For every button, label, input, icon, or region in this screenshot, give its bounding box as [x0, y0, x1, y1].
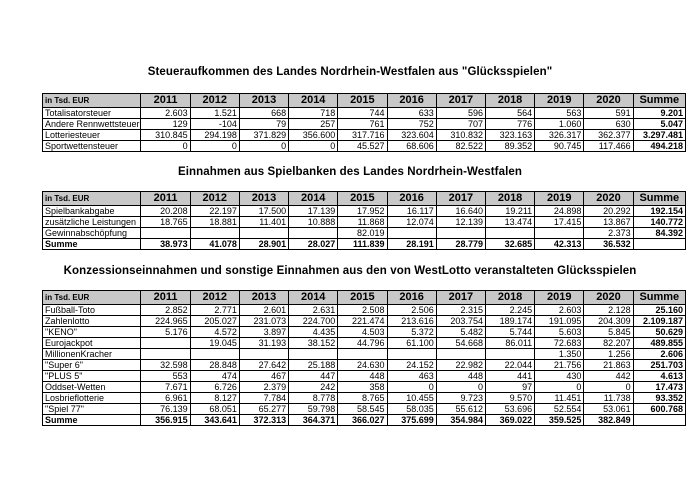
- value-cell: [141, 338, 190, 349]
- value-cell: 6.726: [190, 382, 239, 393]
- data-table: [42, 191, 686, 250]
- value-cell: 2.245: [485, 305, 534, 316]
- sum-cell: 93.352: [633, 393, 685, 404]
- value-cell: 0: [239, 141, 288, 152]
- value-cell: 25.188: [289, 360, 338, 371]
- sum-cell: 251.703: [633, 360, 685, 371]
- table-row: [43, 217, 686, 228]
- section-title: Einnahmen aus Spielbanken des Landes Nordrhein-Westfalen: [177, 166, 523, 178]
- data-table: [42, 93, 686, 152]
- value-cell: [289, 228, 338, 239]
- value-cell: 4.435: [289, 327, 338, 338]
- value-cell: 58.035: [387, 404, 436, 415]
- table-row: [43, 119, 686, 130]
- value-cell: 591: [584, 108, 633, 119]
- row-label: Gewinnabschöpfung: [43, 228, 141, 239]
- value-cell: 3.897: [239, 327, 288, 338]
- row-label: Totalisatorsteuer: [43, 108, 141, 119]
- sum-cell: 489.855: [633, 338, 685, 349]
- value-cell: 2.852: [141, 305, 190, 316]
- total-row: [43, 239, 686, 250]
- value-cell: 41.078: [190, 239, 239, 250]
- value-cell: 4.572: [190, 327, 239, 338]
- value-cell: 231.073: [239, 316, 288, 327]
- row-label: Losbrieflotterie: [43, 393, 141, 404]
- value-cell: 761: [338, 119, 387, 130]
- column-header: 2013: [239, 291, 288, 305]
- value-cell: 28.027: [289, 239, 338, 250]
- value-cell: 76.139: [141, 404, 190, 415]
- header-row: [43, 291, 686, 305]
- sum-cell: 25.160: [633, 305, 685, 316]
- value-cell: 19.211: [485, 206, 534, 217]
- value-cell: 38.973: [141, 239, 190, 250]
- value-cell: 203.754: [436, 316, 485, 327]
- column-header: 2011: [141, 94, 190, 108]
- value-cell: 1.060: [535, 119, 584, 130]
- sum-cell: 50.629: [633, 327, 685, 338]
- column-header: 2016: [387, 291, 436, 305]
- table-row: [43, 108, 686, 119]
- value-cell: 2.128: [584, 305, 633, 316]
- value-cell: 17.500: [239, 206, 288, 217]
- value-cell: 22.197: [190, 206, 239, 217]
- value-cell: 11.401: [239, 217, 288, 228]
- value-cell: 633: [387, 108, 436, 119]
- value-cell: 17.139: [289, 206, 338, 217]
- column-header: 2019: [535, 94, 584, 108]
- value-cell: 362.377: [584, 130, 633, 141]
- row-label: zusätzliche Leistungen: [43, 217, 141, 228]
- value-cell: 364.371: [289, 415, 338, 426]
- row-label: Spielbankabgabe: [43, 206, 141, 217]
- value-cell: 17.415: [535, 217, 584, 228]
- value-cell: 358: [338, 382, 387, 393]
- value-cell: 326.317: [535, 130, 584, 141]
- value-cell: 2.506: [387, 305, 436, 316]
- value-cell: 5.176: [141, 327, 190, 338]
- column-header: 2016: [387, 94, 436, 108]
- value-cell: 205.027: [190, 316, 239, 327]
- value-cell: 24.630: [338, 360, 387, 371]
- row-label: Zahlenlotto: [43, 316, 141, 327]
- section-title: Steueraufkommen des Landes Nordrhein-Westfalen aus "Glücksspielen": [147, 66, 553, 78]
- column-header: 2013: [239, 94, 288, 108]
- value-cell: 5.845: [584, 327, 633, 338]
- sum-cell: [633, 415, 685, 426]
- column-header: 2020: [584, 192, 633, 206]
- sum-cell: 4.613: [633, 371, 685, 382]
- column-header: 2014: [289, 291, 338, 305]
- value-cell: 448: [436, 371, 485, 382]
- column-header: Summe: [633, 192, 685, 206]
- value-cell: 28.779: [436, 239, 485, 250]
- value-cell: 0: [584, 382, 633, 393]
- value-cell: 32.685: [485, 239, 534, 250]
- header-row: [43, 94, 686, 108]
- value-cell: 13.474: [485, 217, 534, 228]
- table-row: [43, 393, 686, 404]
- value-cell: 213.616: [387, 316, 436, 327]
- value-cell: 17.952: [338, 206, 387, 217]
- column-header: 2012: [190, 291, 239, 305]
- row-label: Summe: [43, 415, 141, 426]
- value-cell: 68.606: [387, 141, 436, 152]
- column-header: 2014: [289, 192, 338, 206]
- value-cell: 448: [338, 371, 387, 382]
- value-cell: [141, 228, 190, 239]
- value-cell: 65.277: [239, 404, 288, 415]
- sum-cell: 192.154: [633, 206, 685, 217]
- value-cell: [190, 349, 239, 360]
- value-cell: 79: [239, 119, 288, 130]
- value-cell: 54.668: [436, 338, 485, 349]
- value-cell: [289, 349, 338, 360]
- value-cell: 11.738: [584, 393, 633, 404]
- value-cell: 32.598: [141, 360, 190, 371]
- value-cell: 310.845: [141, 130, 190, 141]
- value-cell: [387, 349, 436, 360]
- value-cell: 97: [485, 382, 534, 393]
- value-cell: 0: [535, 382, 584, 393]
- column-header: 2011: [141, 192, 190, 206]
- value-cell: 86.011: [485, 338, 534, 349]
- value-cell: 1.350: [535, 349, 584, 360]
- value-cell: 27.642: [239, 360, 288, 371]
- value-cell: 224.965: [141, 316, 190, 327]
- sum-cell: 2.606: [633, 349, 685, 360]
- column-header: 2012: [190, 94, 239, 108]
- value-cell: 58.545: [338, 404, 387, 415]
- row-label: Lotteriesteuer: [43, 130, 141, 141]
- value-cell: 0: [141, 141, 190, 152]
- value-cell: 371.829: [239, 130, 288, 141]
- column-header: 2015: [338, 94, 387, 108]
- value-cell: 356.600: [289, 130, 338, 141]
- value-cell: 36.532: [584, 239, 633, 250]
- table-row: [43, 305, 686, 316]
- value-cell: 59.798: [289, 404, 338, 415]
- value-cell: [141, 349, 190, 360]
- value-cell: 2.631: [289, 305, 338, 316]
- column-header: 2018: [485, 291, 534, 305]
- row-label: Fußball-Toto: [43, 305, 141, 316]
- row-label: "Spiel 77": [43, 404, 141, 415]
- value-cell: 752: [387, 119, 436, 130]
- value-cell: 8.765: [338, 393, 387, 404]
- value-cell: 744: [338, 108, 387, 119]
- unit-label: in Tsd. EUR: [43, 94, 141, 108]
- row-label: Sportwettensteuer: [43, 141, 141, 152]
- column-header: 2017: [436, 291, 485, 305]
- column-header: Summe: [633, 291, 685, 305]
- table-row: [43, 141, 686, 152]
- value-cell: 2.315: [436, 305, 485, 316]
- column-header: 2018: [485, 94, 534, 108]
- column-header: 2020: [584, 291, 633, 305]
- value-cell: 317.716: [338, 130, 387, 141]
- value-cell: [485, 349, 534, 360]
- value-cell: 53.061: [584, 404, 633, 415]
- column-header: 2019: [535, 291, 584, 305]
- value-cell: [436, 349, 485, 360]
- value-cell: 6.961: [141, 393, 190, 404]
- value-cell: 2.508: [338, 305, 387, 316]
- value-cell: 359.525: [535, 415, 584, 426]
- value-cell: 18.765: [141, 217, 190, 228]
- value-cell: 0: [289, 141, 338, 152]
- value-cell: 82.207: [584, 338, 633, 349]
- value-cell: 343.641: [190, 415, 239, 426]
- value-cell: 12.074: [387, 217, 436, 228]
- value-cell: 596: [436, 108, 485, 119]
- value-cell: 2.379: [239, 382, 288, 393]
- value-cell: 310.832: [436, 130, 485, 141]
- row-label: "PLUS 5": [43, 371, 141, 382]
- value-cell: 224.700: [289, 316, 338, 327]
- table-row: [43, 404, 686, 415]
- table-row: [43, 338, 686, 349]
- value-cell: 1.256: [584, 349, 633, 360]
- section-title: Konzessionseinnahmen und sonstige Einnahmen aus den von WestLotto veranstalteten Glücksspielen: [63, 265, 637, 277]
- column-header: 2017: [436, 94, 485, 108]
- value-cell: 5.482: [436, 327, 485, 338]
- value-cell: 366.027: [338, 415, 387, 426]
- table-row: [43, 228, 686, 239]
- value-cell: 44.796: [338, 338, 387, 349]
- value-cell: [190, 228, 239, 239]
- value-cell: 72.683: [535, 338, 584, 349]
- row-label: Andere Rennwettsteuer: [43, 119, 141, 130]
- table-row: [43, 382, 686, 393]
- sum-cell: 3.297.481: [633, 130, 685, 141]
- value-cell: -104: [190, 119, 239, 130]
- row-label: Eurojackpot: [43, 338, 141, 349]
- value-cell: [338, 349, 387, 360]
- data-table: [42, 290, 686, 426]
- column-header: 2015: [338, 192, 387, 206]
- value-cell: 718: [289, 108, 338, 119]
- value-cell: 52.554: [535, 404, 584, 415]
- row-label: "Super 6": [43, 360, 141, 371]
- value-cell: 28.901: [239, 239, 288, 250]
- value-cell: 354.984: [436, 415, 485, 426]
- table-row: [43, 316, 686, 327]
- value-cell: 42.313: [535, 239, 584, 250]
- value-cell: 5.603: [535, 327, 584, 338]
- value-cell: 111.839: [338, 239, 387, 250]
- value-cell: 2.603: [141, 108, 190, 119]
- value-cell: 61.100: [387, 338, 436, 349]
- value-cell: 10.455: [387, 393, 436, 404]
- unit-label: in Tsd. EUR: [43, 192, 141, 206]
- sum-cell: 494.218: [633, 141, 685, 152]
- value-cell: [239, 228, 288, 239]
- sum-cell: 9.201: [633, 108, 685, 119]
- value-cell: 204.309: [584, 316, 633, 327]
- value-cell: 441: [485, 371, 534, 382]
- value-cell: 68.051: [190, 404, 239, 415]
- unit-label: in Tsd. EUR: [43, 291, 141, 305]
- value-cell: 707: [436, 119, 485, 130]
- column-header: 2020: [584, 94, 633, 108]
- value-cell: 45.527: [338, 141, 387, 152]
- sum-cell: 17.473: [633, 382, 685, 393]
- sum-cell: [633, 239, 685, 250]
- sum-cell: 5.047: [633, 119, 685, 130]
- value-cell: 5.744: [485, 327, 534, 338]
- value-cell: 630: [584, 119, 633, 130]
- table-row: [43, 371, 686, 382]
- value-cell: 323.604: [387, 130, 436, 141]
- value-cell: 776: [485, 119, 534, 130]
- value-cell: 7.784: [239, 393, 288, 404]
- total-row: [43, 415, 686, 426]
- value-cell: [436, 228, 485, 239]
- value-cell: 18.881: [190, 217, 239, 228]
- value-cell: 55.612: [436, 404, 485, 415]
- column-header: 2018: [485, 192, 534, 206]
- row-label: Oddset-Wetten: [43, 382, 141, 393]
- value-cell: 7.671: [141, 382, 190, 393]
- value-cell: 21.756: [535, 360, 584, 371]
- value-cell: 2.373: [584, 228, 633, 239]
- value-cell: 9.723: [436, 393, 485, 404]
- value-cell: 16.640: [436, 206, 485, 217]
- value-cell: 90.745: [535, 141, 584, 152]
- value-cell: 8.127: [190, 393, 239, 404]
- sum-cell: 140.772: [633, 217, 685, 228]
- value-cell: 4.503: [338, 327, 387, 338]
- column-header: 2013: [239, 192, 288, 206]
- value-cell: 0: [190, 141, 239, 152]
- header-row: [43, 192, 686, 206]
- value-cell: 382.849: [584, 415, 633, 426]
- value-cell: 12.139: [436, 217, 485, 228]
- value-cell: 38.152: [289, 338, 338, 349]
- value-cell: 447: [289, 371, 338, 382]
- value-cell: 21.863: [584, 360, 633, 371]
- row-label: "KENO": [43, 327, 141, 338]
- value-cell: 16.117: [387, 206, 436, 217]
- column-header: 2012: [190, 192, 239, 206]
- value-cell: 564: [485, 108, 534, 119]
- value-cell: 323.163: [485, 130, 534, 141]
- value-cell: 369.022: [485, 415, 534, 426]
- table-row: [43, 206, 686, 217]
- value-cell: 24.152: [387, 360, 436, 371]
- value-cell: 430: [535, 371, 584, 382]
- column-header: 2019: [535, 192, 584, 206]
- value-cell: 467: [239, 371, 288, 382]
- value-cell: 31.193: [239, 338, 288, 349]
- sum-cell: 2.109.187: [633, 316, 685, 327]
- value-cell: 442: [584, 371, 633, 382]
- value-cell: 129: [141, 119, 190, 130]
- value-cell: 20.208: [141, 206, 190, 217]
- value-cell: [535, 228, 584, 239]
- value-cell: 2.603: [535, 305, 584, 316]
- value-cell: 13.867: [584, 217, 633, 228]
- column-header: 2014: [289, 94, 338, 108]
- value-cell: 10.888: [289, 217, 338, 228]
- value-cell: 375.699: [387, 415, 436, 426]
- value-cell: 20.292: [584, 206, 633, 217]
- table-row: [43, 349, 686, 360]
- value-cell: 372.313: [239, 415, 288, 426]
- sum-cell: 84.392: [633, 228, 685, 239]
- column-header: 2017: [436, 192, 485, 206]
- sum-cell: 600.768: [633, 404, 685, 415]
- column-header: 2011: [141, 291, 190, 305]
- value-cell: 221.474: [338, 316, 387, 327]
- row-label: Summe: [43, 239, 141, 250]
- value-cell: 19.045: [190, 338, 239, 349]
- column-header: Summe: [633, 94, 685, 108]
- value-cell: 257: [289, 119, 338, 130]
- value-cell: 2.771: [190, 305, 239, 316]
- value-cell: 11.451: [535, 393, 584, 404]
- table-row: [43, 327, 686, 338]
- value-cell: 191.095: [535, 316, 584, 327]
- value-cell: 1.521: [190, 108, 239, 119]
- value-cell: 189.174: [485, 316, 534, 327]
- value-cell: 82.522: [436, 141, 485, 152]
- value-cell: 82.019: [338, 228, 387, 239]
- column-header: 2016: [387, 192, 436, 206]
- value-cell: [387, 228, 436, 239]
- value-cell: 668: [239, 108, 288, 119]
- value-cell: 553: [141, 371, 190, 382]
- value-cell: 11.868: [338, 217, 387, 228]
- value-cell: 22.044: [485, 360, 534, 371]
- value-cell: 8.778: [289, 393, 338, 404]
- value-cell: 117.466: [584, 141, 633, 152]
- value-cell: 22.982: [436, 360, 485, 371]
- value-cell: 463: [387, 371, 436, 382]
- value-cell: 53.696: [485, 404, 534, 415]
- table-row: [43, 130, 686, 141]
- value-cell: 9.570: [485, 393, 534, 404]
- row-label: MillionenKracher: [43, 349, 141, 360]
- value-cell: 0: [387, 382, 436, 393]
- column-header: 2015: [338, 291, 387, 305]
- value-cell: 563: [535, 108, 584, 119]
- value-cell: [485, 228, 534, 239]
- value-cell: 89.352: [485, 141, 534, 152]
- value-cell: 28.191: [387, 239, 436, 250]
- value-cell: 474: [190, 371, 239, 382]
- value-cell: 242: [289, 382, 338, 393]
- value-cell: 5.372: [387, 327, 436, 338]
- value-cell: 294.198: [190, 130, 239, 141]
- value-cell: 24.898: [535, 206, 584, 217]
- value-cell: 2.601: [239, 305, 288, 316]
- value-cell: 28.848: [190, 360, 239, 371]
- value-cell: 0: [436, 382, 485, 393]
- value-cell: [239, 349, 288, 360]
- table-row: [43, 360, 686, 371]
- value-cell: 356.915: [141, 415, 190, 426]
